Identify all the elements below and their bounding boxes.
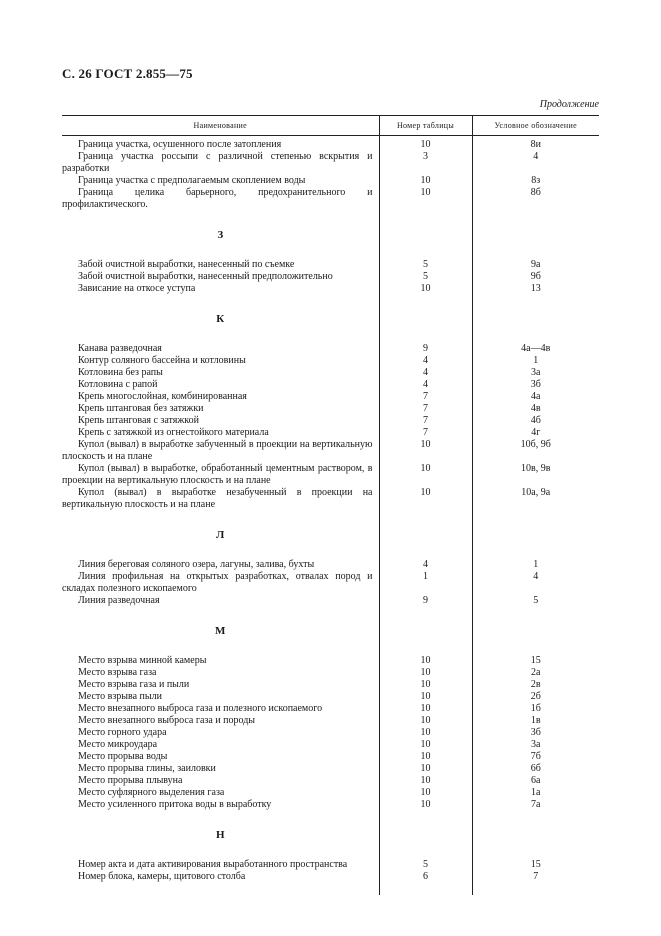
table-row [62,463,599,487]
table-number: 10 [379,136,472,152]
symbol-designation: 6б [530,763,541,774]
table-row [62,391,599,403]
symbol-designation: 1в [530,715,541,726]
symbol-designation: 4а—4в [521,343,551,354]
table-row [62,187,599,211]
symbol-designation: 9б [530,271,541,282]
table-row [62,871,599,883]
term-name: Котловина с рапой [78,379,158,390]
table-body [62,136,599,896]
term-name: Контур соляного бассейна и котловины [78,355,246,366]
table-row [62,655,599,667]
term-name: Крепь многослойная, комбинированная [78,391,247,402]
term-name: Граница участка, осушенного после затопления [78,139,282,150]
term-name: Номер блока, камеры, щитового столба [78,871,246,882]
table-number: 10 [379,799,472,811]
term-name: Крепь штанговая без затяжки [78,403,204,414]
term-name: Забой очистной выработки, нанесенный предположительно [78,271,333,282]
symbol-designation: 10в, 9в [521,463,551,474]
term-name: Место взрыва пыли [78,691,162,702]
symbol-designation: 13 [530,283,541,294]
section-spacer-cell [379,607,472,655]
table-row [62,367,599,379]
table-number: 10 [379,463,472,487]
term-name: Забой очистной выработки, нанесенный по съемке [78,259,295,270]
symbol-designation: 4в [530,403,541,414]
section-letter: Н [215,829,225,841]
term-name: Место прорыва воды [78,751,168,762]
section-spacer-cell [379,211,472,259]
term-name: Купол (вывал) в выработке забученный в проекции на вертикальную плоскость и на плане [62,439,373,462]
term-name: Место прорыва глины, заиловки [78,763,216,774]
continuation-label: Продолжение [539,99,599,110]
table-number: 5 [379,859,472,871]
symbol-designation: 4г [531,427,541,438]
term-name: Место взрыва минной камеры [78,655,207,666]
symbol-designation: 1а [531,787,541,798]
table-row [62,703,599,715]
table-row [62,379,599,391]
table-number: 4 [379,379,472,391]
table-number: 10 [379,751,472,763]
term-name: Зависание на откосе уступа [78,283,196,294]
symbol-designation: 1 [533,355,539,366]
section-spacer-cell [472,211,599,259]
section-spacer-cell [472,607,599,655]
symbol-designation: 4а [531,391,541,402]
symbol-designation: 2б [530,691,541,702]
section-letter-row [62,607,599,655]
section-letter-row [62,811,599,859]
table-row [62,775,599,787]
symbol-designation: 3а [531,739,541,750]
symbol-designation: 9а [531,259,541,270]
table-number: 10 [379,487,472,511]
term-name: Место усиленного притока воды в выработку [78,799,272,810]
table-row [62,415,599,427]
table-row [62,799,599,811]
table-number: 10 [379,787,472,799]
table-number: 10 [379,655,472,667]
table-number: 4 [379,355,472,367]
table-number: 4 [379,559,472,571]
section-letter: З [217,229,224,241]
symbol-designation: 15 [530,859,541,870]
table-number: 3 [379,151,472,175]
table-row [62,259,599,271]
table-row [62,667,599,679]
term-name: Место прорыва плывуна [78,775,183,786]
table-number: 10 [379,187,472,211]
table-row [62,136,599,152]
symbol-designation: 7 [533,871,539,882]
table-row [62,175,599,187]
table-number: 10 [379,715,472,727]
term-name: Место взрыва газа и пыли [78,679,190,690]
term-name: Место внезапного выброса газа и породы [78,715,255,726]
term-name: Купол (вывал) в выработке незабученный в проекции на вертикальную плоскость и на плане [62,487,373,510]
section-spacer-cell [379,811,472,859]
term-name: Место суфлярного выделения газа [78,787,225,798]
table-row [62,343,599,355]
table-number: 9 [379,595,472,607]
table-number: 10 [379,727,472,739]
symbol-designation: 6а [531,775,541,786]
table-row [62,571,599,595]
table-row [62,439,599,463]
symbol-designation: 7б [530,751,541,762]
table-number: 7 [379,415,472,427]
symbol-designation: 4 [533,571,539,582]
section-letter-row [62,511,599,559]
term-name: Место внезапного выброса газа и полезного ископаемого [78,703,323,714]
table-number: 10 [379,679,472,691]
table-row [62,355,599,367]
section-letter-row [62,211,599,259]
term-name: Граница участка с предполагаемым скоплением воды [78,175,306,186]
section-spacer-cell [472,511,599,559]
symbol-designation: 2а [531,667,541,678]
table-number: 10 [379,691,472,703]
section-letter-row [62,295,599,343]
table-row [62,715,599,727]
column-header-name: Наименование [62,116,379,136]
term-name: Котловина без рапы [78,367,163,378]
table-number: 10 [379,763,472,775]
term-name: Место микроудара [78,739,158,750]
symbol-designation: 10б, 9б [520,439,551,450]
table-row [62,763,599,775]
section-letter: К [216,313,225,325]
section-spacer-cell [379,295,472,343]
table-number: 5 [379,259,472,271]
term-name: Место горного удара [78,727,167,738]
term-name: Линия береговая соляного озера, лагуны, залива, бухты [78,559,315,570]
symbol-designation: 3а [531,367,541,378]
spacer-cell [472,883,599,895]
term-name: Купол (вывал) в выработке, обработанный цементным раствором, в проекции на вертикальную плоскость и на плане [62,463,373,486]
table-row [62,283,599,295]
symbol-designation: 4б [530,415,541,426]
column-header-symbol: Условное обозначение [472,116,599,136]
symbol-designation: 8б [530,187,541,198]
table-number: 7 [379,391,472,403]
symbol-designation: 4 [533,151,539,162]
symbol-designation: 5 [533,595,539,606]
spacer-cell [62,883,379,895]
table-row [62,787,599,799]
table-number: 7 [379,403,472,415]
table-number: 10 [379,703,472,715]
symbol-designation: 7а [531,799,541,810]
symbols-table [62,115,599,895]
table-number: 1 [379,571,472,595]
term-name: Линия разведочная [78,595,160,606]
table-number: 4 [379,367,472,379]
term-name: Место взрыва газа [78,667,157,678]
term-name: Линия профильная на открытых разработках, отвалах пород и складах полезного ископаемого [62,571,373,594]
term-name: Граница целика барьерного, предохранительного и профилактического. [62,187,373,210]
table-row [62,271,599,283]
table-row [62,487,599,511]
table-number: 6 [379,871,472,883]
table-bottom-spacer [62,883,599,895]
page-title: С. 26 ГОСТ 2.855—75 [62,66,193,81]
term-name: Номер акта и дата активирования выработанного пространства [78,859,348,870]
section-letter: М [215,625,226,637]
table-row [62,151,599,175]
symbol-designation: 1б [530,703,541,714]
table-number: 5 [379,271,472,283]
spacer-cell [379,883,472,895]
table-row [62,679,599,691]
table-row [62,559,599,571]
table-row [62,403,599,415]
table-row [62,595,599,607]
term-name: Крепь с затяжкой из огнестойкого материала [78,427,269,438]
table-row [62,691,599,703]
table-row [62,739,599,751]
section-spacer-cell [472,811,599,859]
table-number: 10 [379,775,472,787]
table-row [62,859,599,871]
symbol-designation: 8и [530,139,541,150]
term-name: Граница участка россыпи с различной степенью вскрытия и разработки [62,151,373,174]
section-spacer-cell [379,511,472,559]
table-number: 10 [379,283,472,295]
table-number: 9 [379,343,472,355]
table-number: 10 [379,439,472,463]
table-number: 7 [379,427,472,439]
term-name: Канава разведочная [78,343,162,354]
section-spacer-cell [472,295,599,343]
symbol-designation: 8з [531,175,541,186]
table-number: 10 [379,739,472,751]
table-number: 10 [379,667,472,679]
table-header-row [62,116,599,136]
symbol-designation: 1 [533,559,539,570]
term-name: Крепь штанговая с затяжкой [78,415,200,426]
table-row [62,427,599,439]
table-number: 10 [379,175,472,187]
symbol-designation: 10а, 9а [521,487,551,498]
table-row [62,751,599,763]
symbol-designation: 3б [530,379,541,390]
symbol-designation: 3б [530,727,541,738]
column-header-table-number: Номер таблицы [379,116,472,136]
symbol-designation: 2в [530,679,541,690]
symbol-designation: 15 [530,655,541,666]
table-row [62,727,599,739]
section-letter: Л [216,529,225,541]
